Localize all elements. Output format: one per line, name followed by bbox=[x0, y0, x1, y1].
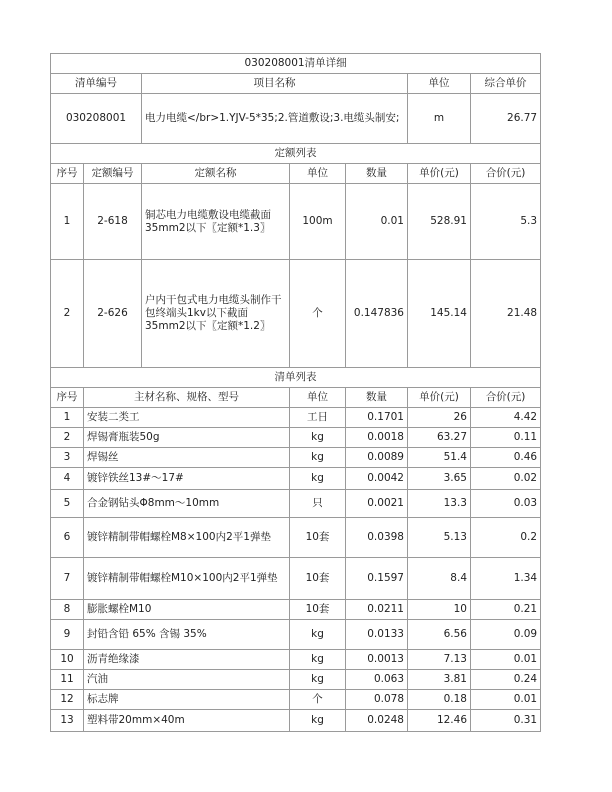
material-unit: 10套 bbox=[290, 518, 346, 558]
material-row bbox=[51, 620, 541, 650]
material-price: 5.13 bbox=[408, 518, 471, 558]
material-unit: 个 bbox=[290, 690, 346, 710]
header-unit: 单位 bbox=[408, 74, 471, 94]
material-row bbox=[51, 448, 541, 468]
material-total: 0.31 bbox=[471, 710, 541, 732]
material-name: 汽油 bbox=[84, 670, 290, 690]
material-seq: 9 bbox=[51, 620, 84, 650]
quota-code: 2-618 bbox=[84, 184, 142, 260]
materials-header-qty: 数量 bbox=[346, 388, 408, 408]
material-price: 12.46 bbox=[408, 710, 471, 732]
material-total: 0.24 bbox=[471, 670, 541, 690]
material-total: 0.09 bbox=[471, 620, 541, 650]
material-name: 合金钢钻头Φ8mm～10mm bbox=[84, 490, 290, 518]
materials-section-title: 清单列表 bbox=[51, 368, 541, 388]
material-name: 镀锌精制带帽螺栓M10×100内2平1弹垫 bbox=[84, 558, 290, 600]
page-title: 030208001清单详细 bbox=[51, 54, 541, 74]
quota-total: 5.3 bbox=[471, 184, 541, 260]
material-total: 0.01 bbox=[471, 650, 541, 670]
material-row bbox=[51, 710, 541, 732]
material-seq: 10 bbox=[51, 650, 84, 670]
material-price: 8.4 bbox=[408, 558, 471, 600]
material-name: 镀锌精制带帽螺栓M8×100内2平1弹垫 bbox=[84, 518, 290, 558]
materials-header-seq: 序号 bbox=[51, 388, 84, 408]
material-unit: kg bbox=[290, 650, 346, 670]
material-name: 膨胀螺栓M10 bbox=[84, 600, 290, 620]
material-price: 7.13 bbox=[408, 650, 471, 670]
quota-header-seq: 序号 bbox=[51, 164, 84, 184]
material-price: 3.65 bbox=[408, 468, 471, 490]
quota-header-total: 合价(元) bbox=[471, 164, 541, 184]
material-qty: 0.0013 bbox=[346, 650, 408, 670]
quota-unit: 个 bbox=[290, 260, 346, 368]
quota-section-title: 定额列表 bbox=[51, 144, 541, 164]
quota-header-unit: 单位 bbox=[290, 164, 346, 184]
material-total: 0.03 bbox=[471, 490, 541, 518]
material-seq: 11 bbox=[51, 670, 84, 690]
material-qty: 0.0021 bbox=[346, 490, 408, 518]
material-price: 26 bbox=[408, 408, 471, 428]
quota-row bbox=[51, 184, 541, 260]
detail-table bbox=[50, 53, 541, 732]
material-total: 0.2 bbox=[471, 518, 541, 558]
quota-seq: 1 bbox=[51, 184, 84, 260]
material-seq: 2 bbox=[51, 428, 84, 448]
item-name: 电力电缆</br>1.YJV-5*35;2.管道敷设;3.电缆头制安; bbox=[142, 94, 408, 144]
quota-header-name: 定额名称 bbox=[142, 164, 290, 184]
material-qty: 0.0248 bbox=[346, 710, 408, 732]
materials-header-total: 合价(元) bbox=[471, 388, 541, 408]
header-code: 清单编号 bbox=[51, 74, 142, 94]
quota-qty: 0.01 bbox=[346, 184, 408, 260]
header-name: 项目名称 bbox=[142, 74, 408, 94]
material-price: 13.3 bbox=[408, 490, 471, 518]
material-seq: 8 bbox=[51, 600, 84, 620]
material-total: 4.42 bbox=[471, 408, 541, 428]
material-qty: 0.0133 bbox=[346, 620, 408, 650]
material-total: 0.01 bbox=[471, 690, 541, 710]
material-unit: kg bbox=[290, 670, 346, 690]
quota-header-code: 定额编号 bbox=[84, 164, 142, 184]
header-price: 综合单价 bbox=[471, 74, 541, 94]
quota-row bbox=[51, 260, 541, 368]
material-price: 51.4 bbox=[408, 448, 471, 468]
material-row bbox=[51, 650, 541, 670]
quota-unit: 100m bbox=[290, 184, 346, 260]
material-row bbox=[51, 600, 541, 620]
material-seq: 6 bbox=[51, 518, 84, 558]
quota-header-qty: 数量 bbox=[346, 164, 408, 184]
material-row bbox=[51, 468, 541, 490]
material-seq: 5 bbox=[51, 490, 84, 518]
material-qty: 0.0018 bbox=[346, 428, 408, 448]
material-qty: 0.1597 bbox=[346, 558, 408, 600]
material-qty: 0.0089 bbox=[346, 448, 408, 468]
material-seq: 4 bbox=[51, 468, 84, 490]
material-name: 安装二类工 bbox=[84, 408, 290, 428]
material-qty: 0.1701 bbox=[346, 408, 408, 428]
material-unit: kg bbox=[290, 710, 346, 732]
material-unit: kg bbox=[290, 620, 346, 650]
material-row bbox=[51, 490, 541, 518]
material-total: 0.11 bbox=[471, 428, 541, 448]
material-price: 3.81 bbox=[408, 670, 471, 690]
material-qty: 0.0398 bbox=[346, 518, 408, 558]
item-code: 030208001 bbox=[51, 94, 142, 144]
material-seq: 12 bbox=[51, 690, 84, 710]
quota-name: 铜芯电力电缆敷设电缆截面35mm2以下〖定额*1.3〗 bbox=[142, 184, 290, 260]
material-name: 沥青绝缘漆 bbox=[84, 650, 290, 670]
materials-header-unit: 单位 bbox=[290, 388, 346, 408]
material-price: 6.56 bbox=[408, 620, 471, 650]
material-unit: 10套 bbox=[290, 600, 346, 620]
material-qty: 0.063 bbox=[346, 670, 408, 690]
material-unit: 10套 bbox=[290, 558, 346, 600]
material-name: 封铅含铅 65% 含锡 35% bbox=[84, 620, 290, 650]
material-total: 0.21 bbox=[471, 600, 541, 620]
quota-total: 21.48 bbox=[471, 260, 541, 368]
material-price: 10 bbox=[408, 600, 471, 620]
material-unit: kg bbox=[290, 448, 346, 468]
material-total: 1.34 bbox=[471, 558, 541, 600]
material-qty: 0.078 bbox=[346, 690, 408, 710]
materials-header-name: 主材名称、规格、型号 bbox=[84, 388, 290, 408]
material-total: 0.02 bbox=[471, 468, 541, 490]
material-seq: 13 bbox=[51, 710, 84, 732]
material-unit: 只 bbox=[290, 490, 346, 518]
quota-code: 2-626 bbox=[84, 260, 142, 368]
material-unit: kg bbox=[290, 428, 346, 448]
material-unit: kg bbox=[290, 468, 346, 490]
item-unit: m bbox=[408, 94, 471, 144]
quota-price: 145.14 bbox=[408, 260, 471, 368]
material-row bbox=[51, 670, 541, 690]
quota-qty: 0.147836 bbox=[346, 260, 408, 368]
material-row bbox=[51, 690, 541, 710]
material-price: 63.27 bbox=[408, 428, 471, 448]
material-name: 焊锡丝 bbox=[84, 448, 290, 468]
material-name: 焊锡膏瓶装50g bbox=[84, 428, 290, 448]
material-qty: 0.0042 bbox=[346, 468, 408, 490]
quota-price: 528.91 bbox=[408, 184, 471, 260]
material-qty: 0.0211 bbox=[346, 600, 408, 620]
material-seq: 1 bbox=[51, 408, 84, 428]
material-row bbox=[51, 428, 541, 448]
material-price: 0.18 bbox=[408, 690, 471, 710]
material-seq: 7 bbox=[51, 558, 84, 600]
material-row bbox=[51, 558, 541, 600]
quota-name: 户内干包式电力电缆头制作干包终端头1kv以下截面35mm2以下〖定额*1.2〗 bbox=[142, 260, 290, 368]
material-row bbox=[51, 518, 541, 558]
material-unit: 工日 bbox=[290, 408, 346, 428]
material-seq: 3 bbox=[51, 448, 84, 468]
material-total: 0.46 bbox=[471, 448, 541, 468]
material-name: 塑料带20mm×40m bbox=[84, 710, 290, 732]
material-name: 标志牌 bbox=[84, 690, 290, 710]
quota-seq: 2 bbox=[51, 260, 84, 368]
quota-header-price: 单价(元) bbox=[408, 164, 471, 184]
materials-header-price: 单价(元) bbox=[408, 388, 471, 408]
material-row bbox=[51, 408, 541, 428]
item-price: 26.77 bbox=[471, 94, 541, 144]
material-name: 镀锌铁丝13#～17# bbox=[84, 468, 290, 490]
